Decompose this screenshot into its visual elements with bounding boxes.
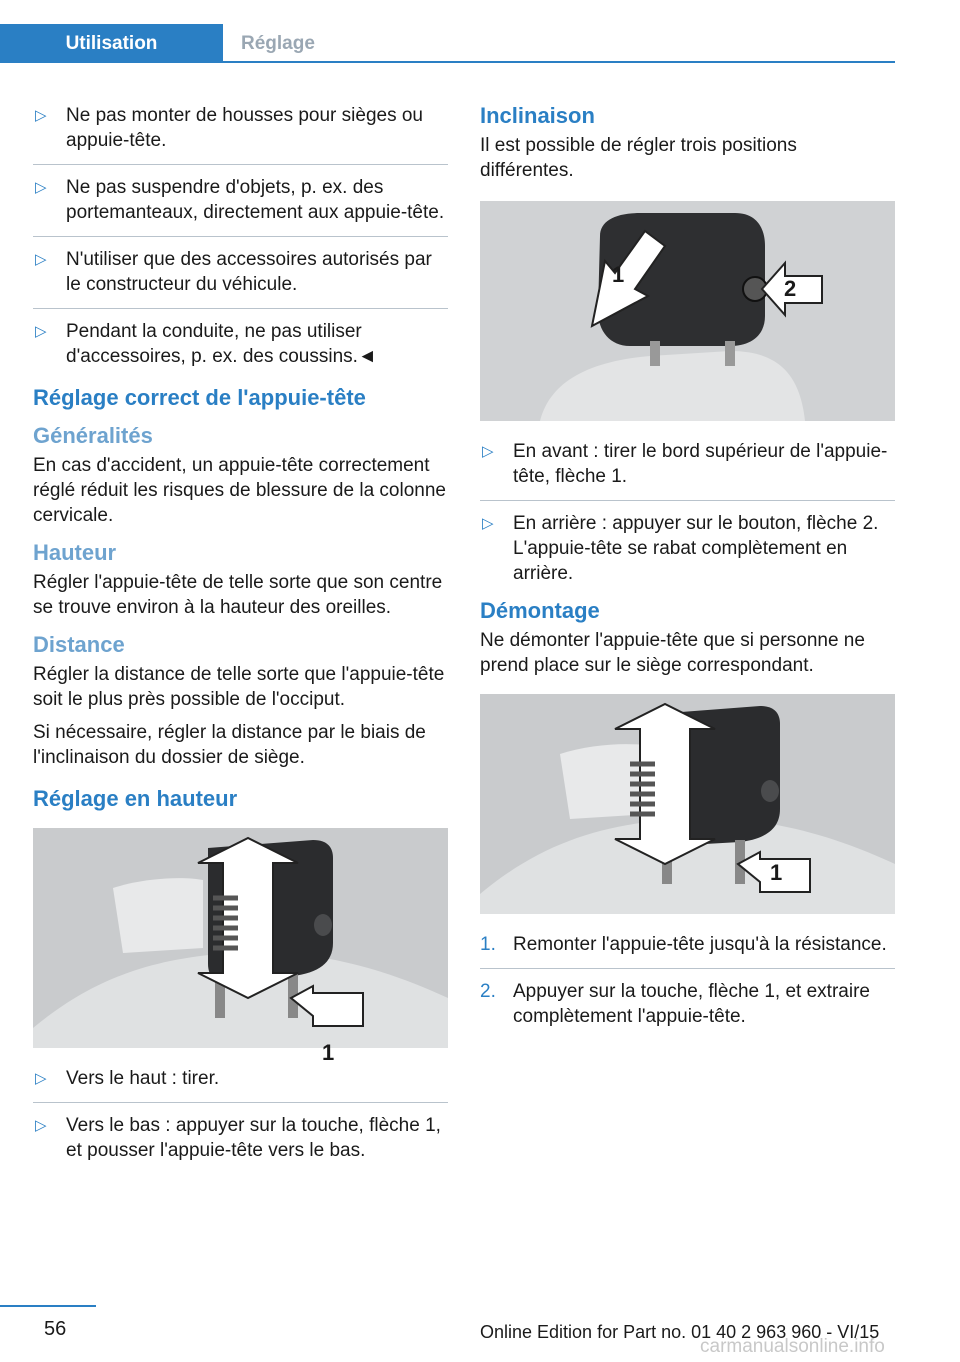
bullet-triangle-icon: ▷ xyxy=(35,107,47,124)
edition-text: Online Edition for Part no. 01 40 2 963 960 - VI/15 xyxy=(480,1322,880,1342)
bullet-triangle-icon: ▷ xyxy=(482,515,494,532)
warning-item: ▷ Pendant la conduite, ne pas utiliser d'accessoires, p. ex. des coussins.◄ xyxy=(35,321,377,367)
bullet-triangle-icon: ▷ xyxy=(35,1117,47,1134)
divider xyxy=(33,236,448,237)
height-figure-label-1: 1 xyxy=(322,1040,335,1065)
right-column xyxy=(480,103,895,1040)
tilt-text: Il est possible de régler trois positions différentes. xyxy=(480,135,797,181)
height-title: Hauteur xyxy=(33,540,117,565)
removal-step: 1. Remonter l'appuie-tête jusqu'à la résistance. xyxy=(480,934,887,955)
warning-item: ▷ N'utiliser que des accessoires autorisés par le constructeur du véhicule. xyxy=(35,249,432,295)
divider xyxy=(33,164,448,165)
warning-item: ▷ Ne pas suspendre d'objets, p. ex. des portemanteaux, directement aux appuie-tête. xyxy=(35,177,445,223)
height-adjust-item: ▷ Vers le haut : tirer. xyxy=(35,1068,220,1089)
headrest-removal-illustration xyxy=(480,694,895,914)
page-number: 56 xyxy=(44,1318,67,1340)
removal-step: 2. Appuyer sur la touche, flèche 1, et extraire complètement l'appuie-tête. xyxy=(480,981,870,1027)
bullet-triangle-icon: ▷ xyxy=(35,323,47,340)
bullet-triangle-icon: ▷ xyxy=(35,179,47,196)
warning-item: ▷ Ne pas monter de housses pour sièges ou appuie-tête. xyxy=(35,105,423,151)
general-text: En cas d'accident, un appuie-tête correctement réglé réduit les risques de blessure de la colonne cervicale. xyxy=(33,455,446,526)
headrest-removal-svg xyxy=(480,694,895,914)
tilt-title: Inclinaison xyxy=(480,103,595,128)
tilt-figure-label-1: 1 xyxy=(612,262,625,287)
headrest-height-svg xyxy=(33,828,448,1048)
height-adjust-title: Réglage en hauteur xyxy=(33,786,238,811)
distance-title: Distance xyxy=(33,632,125,657)
distance-text-2: Si nécessaire, régler la distance par le biais de l'inclinaison du dossier de siège. xyxy=(33,722,426,768)
distance-text-1: Régler la distance de telle sorte que l'appuie-tête soit le plus près possible de l'occiput. xyxy=(33,664,445,710)
divider xyxy=(480,968,895,969)
bullet-triangle-icon: ▷ xyxy=(482,443,494,460)
height-text: Régler l'appuie-tête de telle sorte que son centre se trouve environ à la hauteur des oreilles. xyxy=(33,572,443,618)
tilt-item: ▷ En avant : tirer le bord supérieur de l'appuie-tête, flèche 1. xyxy=(482,441,888,487)
tab-reglage[interactable]: Réglage xyxy=(241,32,315,54)
divider xyxy=(33,1102,448,1103)
height-adjust-item: ▷ Vers le bas : appuyer sur la touche, flèche 1, et pousser l'appuie-tête vers le bas. xyxy=(35,1115,441,1161)
divider xyxy=(480,500,895,501)
header-rule xyxy=(0,61,895,63)
watermark: carmanualsonline.info xyxy=(700,1336,885,1357)
headrest-tilt-illustration xyxy=(480,201,895,421)
removal-title: Démontage xyxy=(480,598,600,623)
tab-utilisation[interactable]: Utilisation xyxy=(0,24,223,63)
tilt-item: ▷ En arrière : appuyer sur le bouton, flèche 2. L'appuie-tête se rabat complètement en arrière. xyxy=(482,513,879,584)
headrest-tilt-svg xyxy=(480,201,895,421)
footer-rule xyxy=(0,1305,96,1307)
tilt-figure-label-2: 2 xyxy=(784,276,797,301)
removal-figure-label-1: 1 xyxy=(770,860,783,885)
bullet-triangle-icon: ▷ xyxy=(35,251,47,268)
divider xyxy=(33,308,448,309)
headrest-height-illustration xyxy=(33,828,448,1048)
bullet-triangle-icon: ▷ xyxy=(35,1070,47,1087)
section-title: Réglage correct de l'appuie-tête xyxy=(33,385,366,410)
general-title: Généralités xyxy=(33,423,153,448)
left-column xyxy=(33,103,448,1174)
removal-text: Ne démonter l'appuie-tête que si personne ne prend place sur le siège correspondant. xyxy=(480,630,865,676)
